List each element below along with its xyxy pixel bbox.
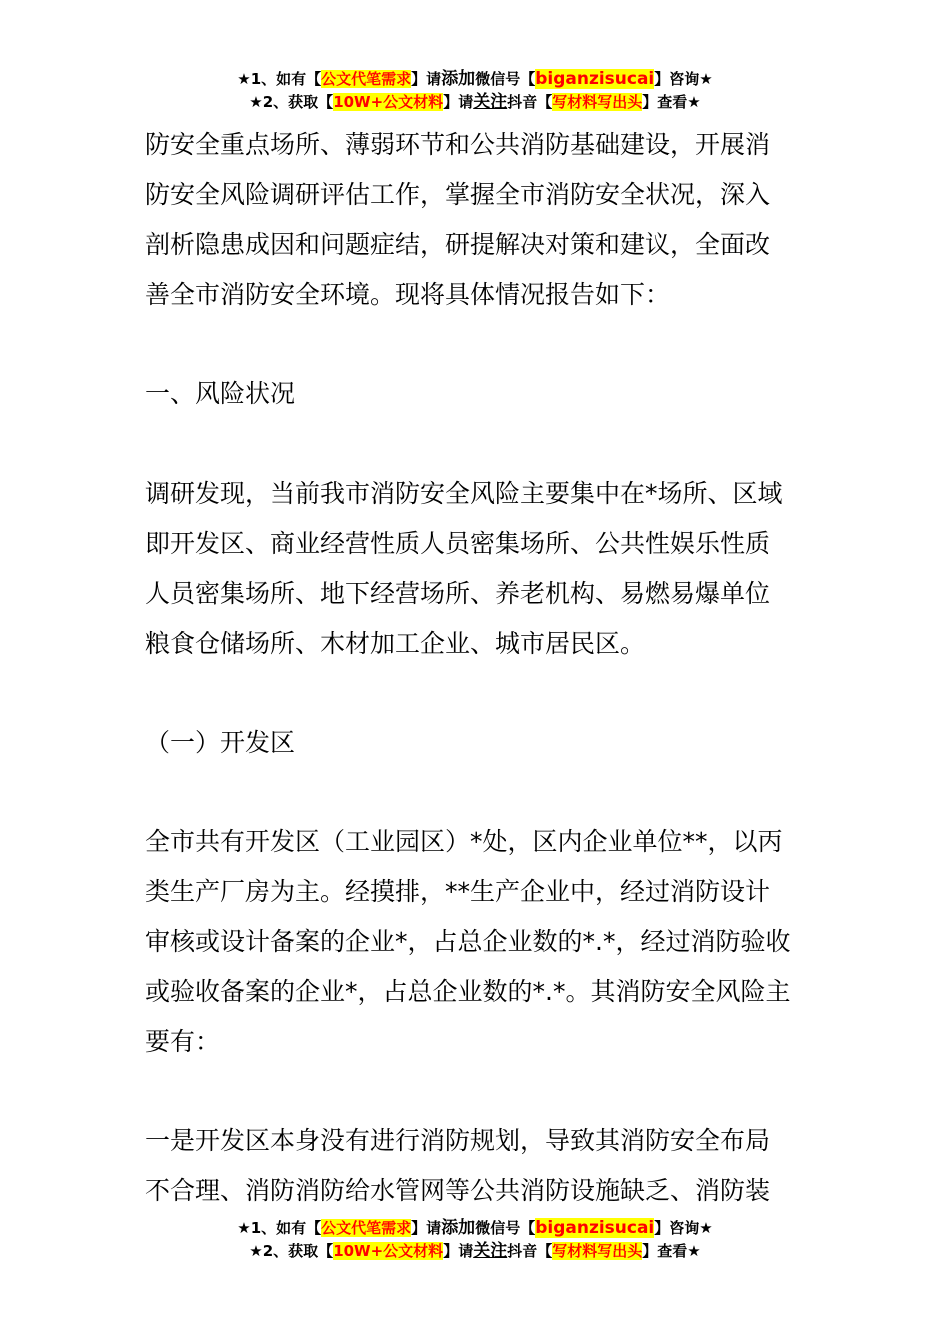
banner-emphasis: 添加 <box>441 1218 476 1238</box>
banner-highlight: biganzisucai <box>535 1218 655 1238</box>
banner-highlight: 公文代笔需求 <box>321 70 412 88</box>
text-line: 审核或设计备案的企业*，占总企业数的*.*，经过消防验收 <box>145 927 791 956</box>
banner-highlight: 10W+公文材料 <box>333 1242 444 1260</box>
paragraph-findings <box>145 469 810 669</box>
banner-text: 】请 <box>411 1219 442 1237</box>
banner-text: ★2、获取【 <box>249 93 334 111</box>
banner-highlight: biganzisucai <box>535 69 655 89</box>
footer-banner <box>0 1217 950 1263</box>
text-line: 人员密集场所、地下经营场所、养老机构、易燃易爆单位 <box>145 579 771 608</box>
banner-text: 】查看★ <box>642 1242 701 1260</box>
banner-line-2 <box>0 91 950 114</box>
banner-text: 】咨询★ <box>654 70 713 88</box>
banner-highlight: 写材料写出头 <box>552 1242 643 1260</box>
banner-text: 】咨询★ <box>654 1219 713 1237</box>
text-line: 调研发现，当前我市消防安全风险主要集中在*场所、区域 <box>145 479 783 508</box>
banner-text: 抖音【 <box>507 93 553 111</box>
text-line: 不合理、消防消防给水管网等公共消防设施缺乏、消防装 <box>145 1176 771 1205</box>
text-line: 类生产厂房为主。经摸排，**生产企业中，经过消防设计 <box>145 877 771 906</box>
banner-text: 微信号【 <box>475 70 536 88</box>
subsection-heading <box>145 718 810 768</box>
banner-text: 】查看★ <box>642 93 701 111</box>
heading-risk-status: 一、风险状况 <box>145 379 296 408</box>
banner-text: 微信号【 <box>475 1219 536 1237</box>
paragraph-dev-zone <box>145 817 810 1067</box>
paragraph-intro <box>145 120 810 320</box>
text-line: 全市共有开发区（工业园区）*处，区内企业单位**，以丙 <box>145 827 783 856</box>
heading-dev-zone: （一）开发区 <box>145 728 296 757</box>
banner-line-2 <box>0 1240 950 1263</box>
text-line: 粮食仓储场所、木材加工企业、城市居民区。 <box>145 629 646 658</box>
banner-text: 抖音【 <box>507 1242 553 1260</box>
banner-emphasis: 关注 <box>473 92 508 112</box>
banner-text: ★1、如有【 <box>237 1219 322 1237</box>
banner-text: ★1、如有【 <box>237 70 322 88</box>
banner-emphasis: 添加 <box>441 69 476 89</box>
text-line: 防安全风险调研评估工作，掌握全市消防安全状况，深入 <box>145 180 771 209</box>
banner-line-1 <box>0 1217 950 1240</box>
paragraph-first-point <box>145 1116 810 1216</box>
text-line: 防安全重点场所、薄弱环节和公共消防基础建设，开展消 <box>145 130 771 159</box>
header-banner <box>0 68 950 114</box>
text-line: 剖析隐患成因和问题症结，研提解决对策和建议，全面改 <box>145 230 771 259</box>
banner-text: 】请 <box>443 1242 474 1260</box>
text-line: 一是开发区本身没有进行消防规划，导致其消防安全布局 <box>145 1126 771 1155</box>
section-heading <box>145 369 810 419</box>
banner-emphasis: 关注 <box>473 1241 508 1261</box>
banner-line-1 <box>0 68 950 91</box>
banner-highlight: 公文代笔需求 <box>321 1219 412 1237</box>
banner-text: ★2、获取【 <box>249 1242 334 1260</box>
banner-text: 】请 <box>411 70 442 88</box>
banner-highlight: 10W+公文材料 <box>333 93 444 111</box>
text-line: 或验收备案的企业*，占总企业数的*.*。其消防安全风险主 <box>145 977 791 1006</box>
text-line: 即开发区、商业经营性质人员密集场所、公共性娱乐性质 <box>145 529 771 558</box>
text-line: 善全市消防安全环境。现将具体情况报告如下： <box>145 280 671 309</box>
banner-text: 】请 <box>443 93 474 111</box>
banner-highlight: 写材料写出头 <box>552 93 643 111</box>
text-line: 要有： <box>145 1027 221 1056</box>
